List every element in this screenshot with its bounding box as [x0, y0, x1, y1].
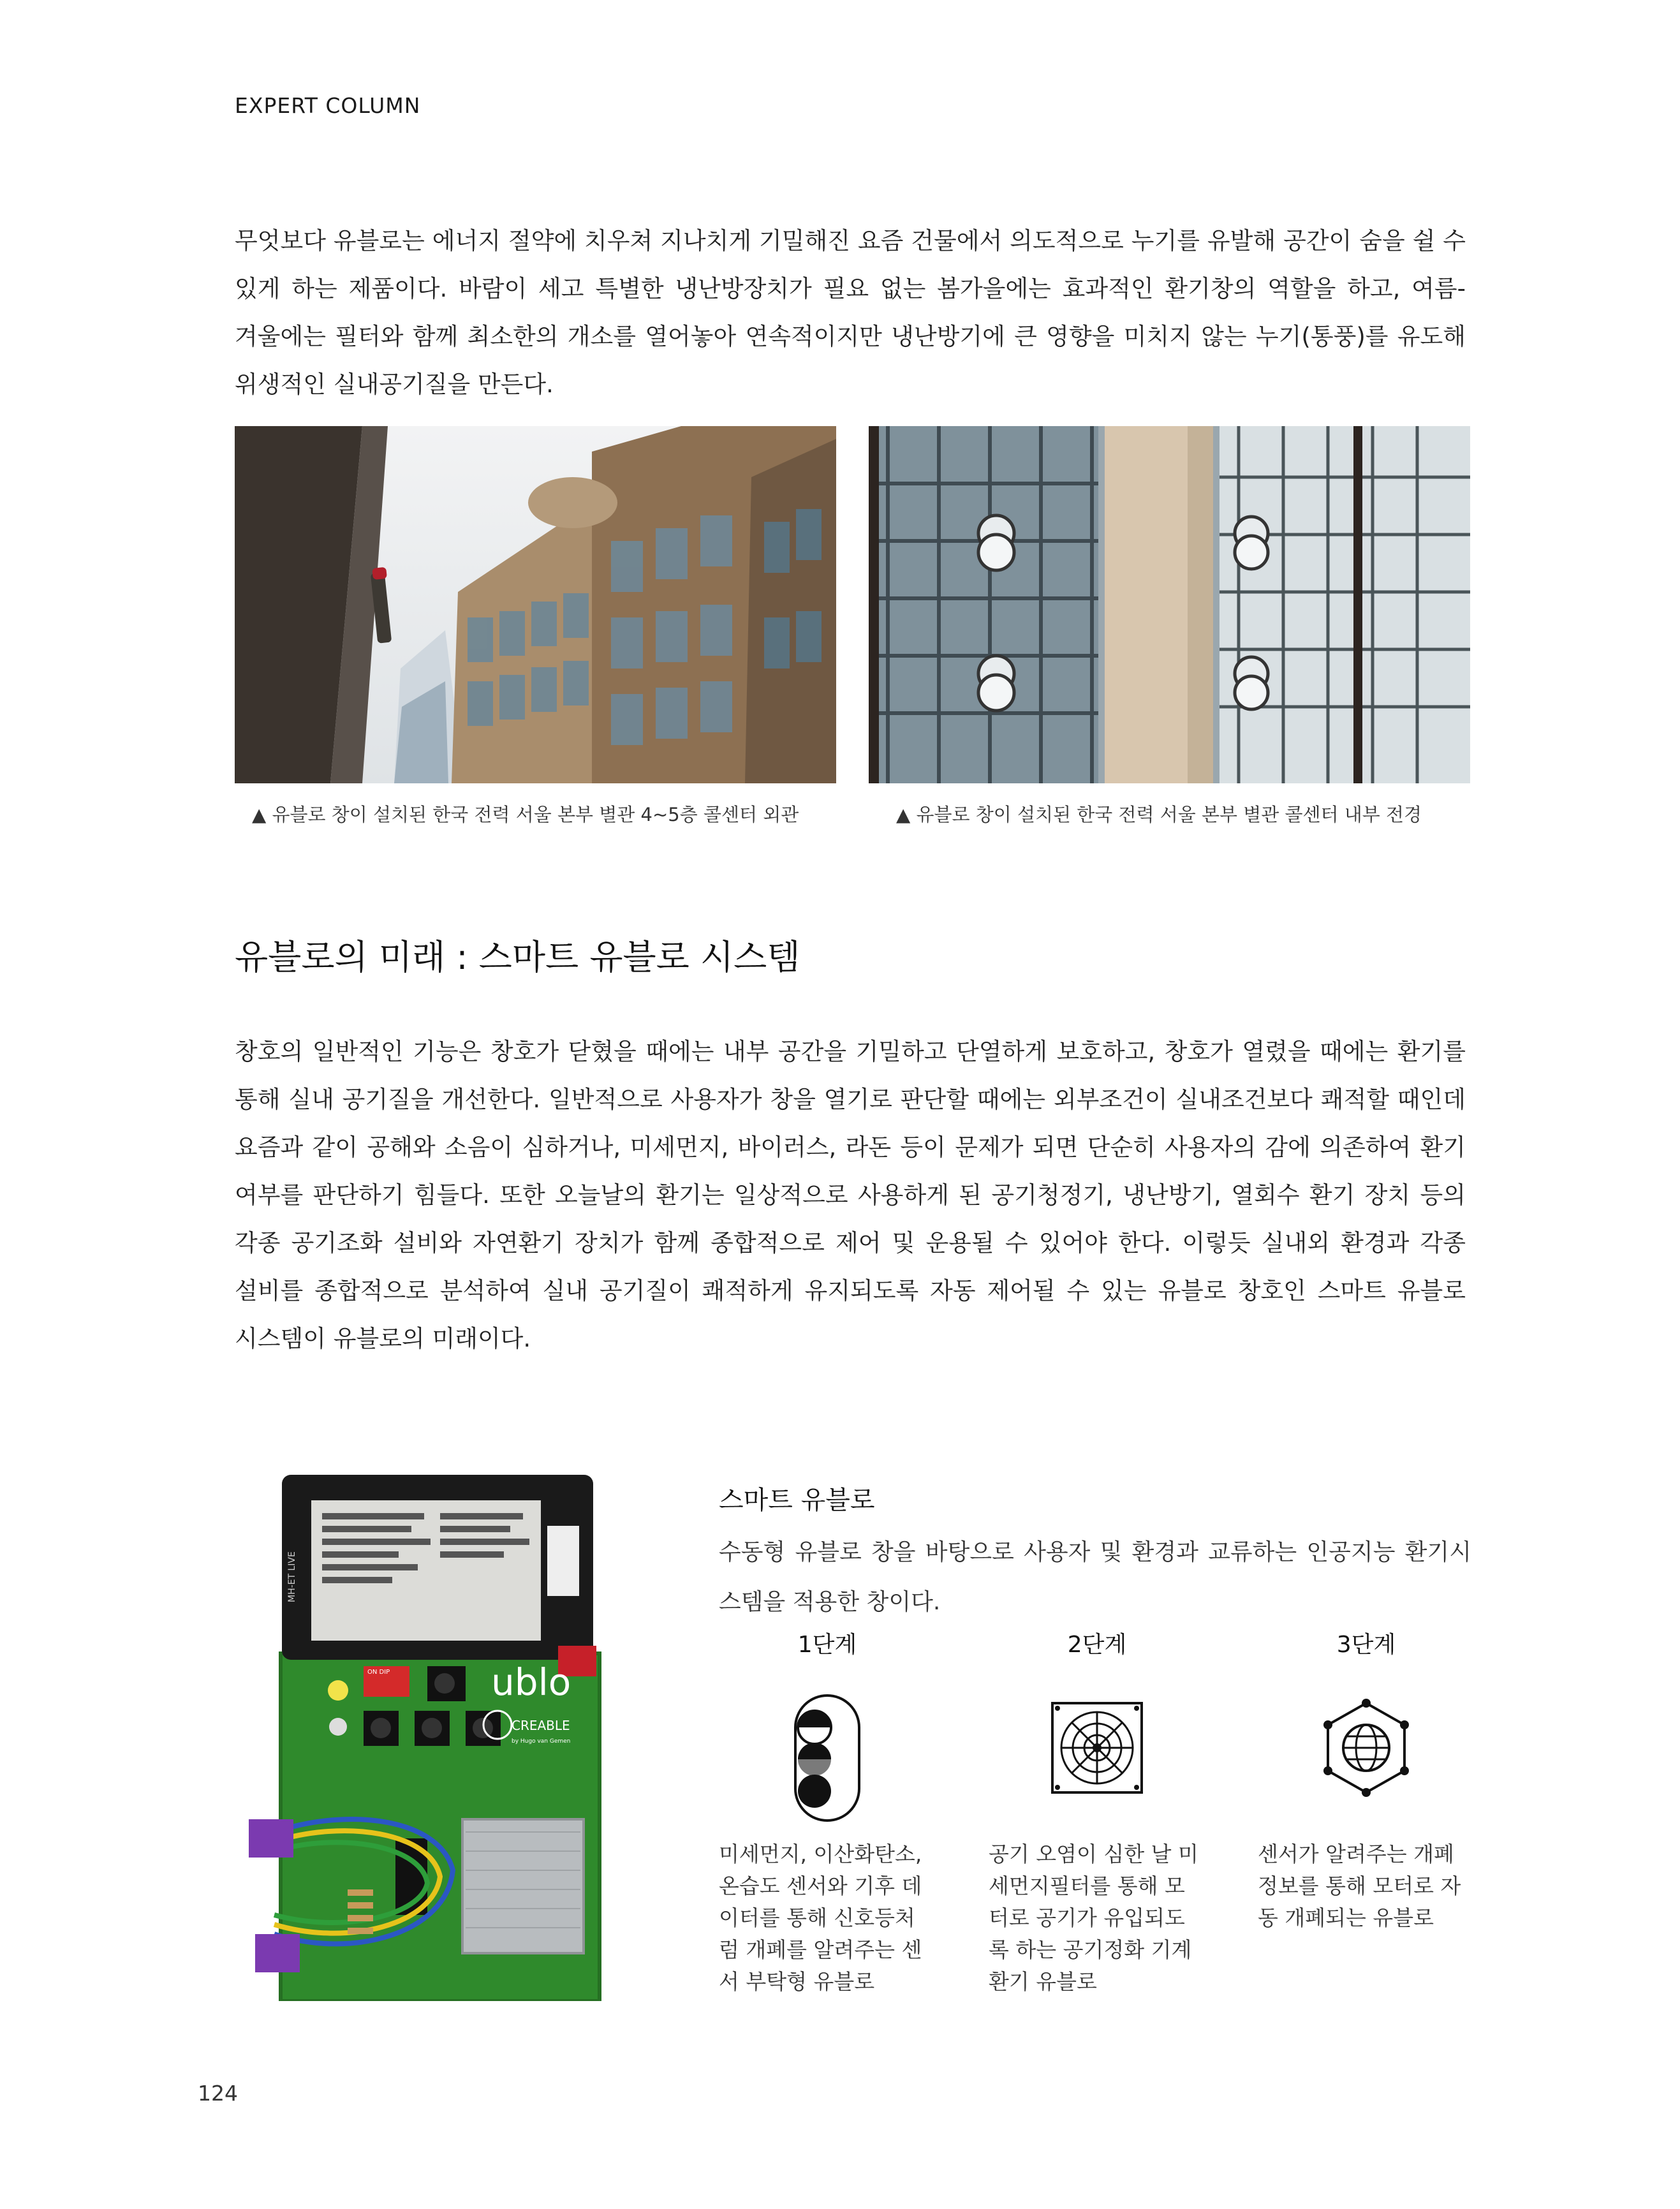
stage-2-title: 2단계: [1067, 1632, 1127, 1658]
section-label: EXPERT COLUMN: [235, 93, 421, 118]
switch-label-text: ON DIP: [367, 1669, 390, 1676]
stage-3-title: 3단계: [1336, 1632, 1396, 1658]
ublo-sensor-icon: [751, 1684, 904, 1824]
photo-caption-interior: ▲ 유블로 창이 설치된 한국 전력 서울 본부 별관 콜센터 내부 전경: [896, 804, 1422, 825]
smart-ublo-title: 스마트 유블로: [719, 1486, 875, 1515]
stage-1-title: 1단계: [797, 1632, 857, 1658]
building-exterior-photo: [235, 426, 836, 783]
intro-paragraph: 무엇보다 유블로는 에너지 절약에 치우쳐 지나치게 기밀해진 요즘 건물에서 의도적으로 누기를 유발해 공간이 숨을 쉴 수 있게 하는 제품이다. 바람이 세고 특별한 냉난방장치가 필요 없는 봄가을에는 효과적인 환기창의 역할을 하고, 여름-겨울에는 필터와 함께 최소한의 개소를 열어놓아 연속적이지만 냉난방기에 큰 영향을 미치지 않는 누기(통풍)를 유도해 위생적인 실내공기질을 만든다.: [235, 227, 1466, 398]
board-brand-text: CREABLE: [512, 1718, 570, 1733]
network-globe-icon: [1290, 1684, 1443, 1824]
smart-ublo-device-photo: [236, 1475, 619, 2001]
filter-fan-icon: [1021, 1684, 1174, 1824]
board-brand-sub-text: by Hugo van Gemen: [512, 1738, 571, 1745]
screen-brand-text: MH-ET LIVE: [287, 1551, 297, 1602]
smart-ublo-description: 수동형 유블로 창을 바탕으로 사용자 및 환경과 교류하는 인공지능 환기시스템을 적용한 창이다.: [719, 1539, 1471, 1615]
stage-1-description: 미세먼지, 이산화탄소, 온습도 센서와 기후 데 이터를 통해 신호등처 럼 개폐를 알려주는 센 서 부탁형 유블로: [719, 1842, 922, 1994]
section-heading: 유블로의 미래 : 스마트 유블로 시스템: [235, 937, 800, 977]
interior-window-photo: [869, 426, 1470, 783]
page-number: 124: [198, 2081, 238, 2106]
stage-3-description: 센서가 알려주는 개폐 정보를 통해 모터로 자 동 개폐되는 유블로: [1258, 1842, 1461, 1930]
board-logo-text: ublo: [491, 1660, 571, 1704]
stage-2-description: 공기 오염이 심한 날 미 세먼지필터를 통해 모 터로 공기가 유입되도 록 하는 공기정화 기계 환기 유블로: [989, 1842, 1198, 1994]
section-paragraph: 창호의 일반적인 기능은 창호가 닫혔을 때에는 내부 공간을 기밀하고 단열하게 보호하고, 창호가 열렸을 때에는 환기를 통해 실내 공기질을 개선한다. 일반적으로 사용자가 창을 열기로 판단할 때에는 외부조건이 실내조건보다 쾌적할 때인데 요즘과 같이 공해와 소음이 심하거나, 미세먼지, 바이러스, 라돈 등이 문제가 되면 단순히 사용자의 감에 의존하여 환기 여부를 판단하기 힘들다. 또한 오늘날의 환기는 일상적으로 사용하게 된 공기청정기, 냉난방기, 열회수 환기 장치 등의 각종 공기조화 설비와 자연환기 장치가 함께 종합적으로 제어 및 운용될 수 있어야 한다. 이렇듯 실내외 환경과 각종 설비를 종합적으로 분석하여 실내 공기질이 쾌적하게 유지되도록 자동 제어될 수 있는 유블로 창호인 스마트 유블로 시스템이 유블로의 미래이다.: [235, 1038, 1466, 1352]
photo-caption-exterior: ▲ 유블로 창이 설치된 한국 전력 서울 본부 별관 4~5층 콜센터 외관: [252, 804, 799, 825]
